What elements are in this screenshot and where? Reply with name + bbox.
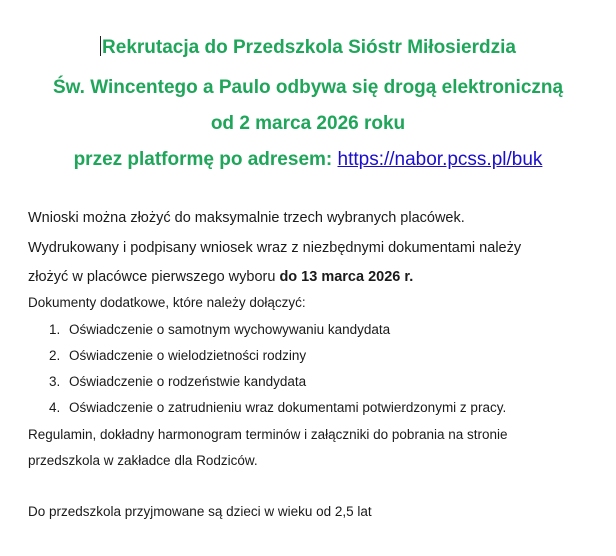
heading-line-4-prefix: przez platformę po adresem: [73,149,338,170]
list-item [49,399,506,417]
list-item [49,321,390,339]
deadline-date: do 13 marca 2026 r. [279,269,414,285]
list-text: Oświadczenie o zatrudnieniu wraz dokumentami potwierdzonymi z pracy. [69,400,507,415]
recruitment-link[interactable]: https://nabor.pcss.pl/buk [337,149,543,170]
paragraph-deadline [28,268,413,286]
paragraph-regulamin-1: Regulamin, dokładny harmonogram terminów i załączniki do pobrania na stronie [28,427,508,442]
paragraph-applications: Wnioski można złożyć do maksymalnie trzech wybranych placówek. [28,210,465,226]
paragraph-age: Do przedszkola przyjmowane są dzieci w wieku od 2,5 lat [28,504,372,519]
heading-line-3: od 2 marca 2026 roku [210,113,406,134]
list-item [49,347,306,365]
paragraph-regulamin-2: przedszkola w zakładce dla Rodziców. [28,453,258,468]
paragraph-documents-intro: Dokumenty dodatkowe, które należy dołączyć: [28,295,306,310]
heading-line-1-text: Rekrutacja do Przedszkola Sióstr Miłosierdzia [102,37,516,58]
list-number: 3. [49,374,61,389]
deadline-prefix: złożyć w placówce pierwszego wyboru [28,269,280,285]
heading-line-4 [0,148,616,172]
list-text: Oświadczenie o samotnym wychowywaniu kandydata [69,322,391,337]
list-text: Oświadczenie o wielodzietności rodziny [69,348,307,363]
list-number: 2. [49,348,61,363]
list-number: 4. [49,400,61,415]
list-item [49,373,306,391]
paragraph-printed-application: Wydrukowany i podpisany wniosek wraz z niezbędnymi dokumentami należy [28,240,522,256]
text-cursor [100,36,101,56]
heading-line-2: Św. Wincentego a Paulo odbywa się drogą elektroniczną [52,77,564,98]
list-number: 1. [49,322,61,337]
list-text: Oświadczenie o rodzeństwie kandydata [69,374,307,389]
heading-line-1 [0,36,616,60]
